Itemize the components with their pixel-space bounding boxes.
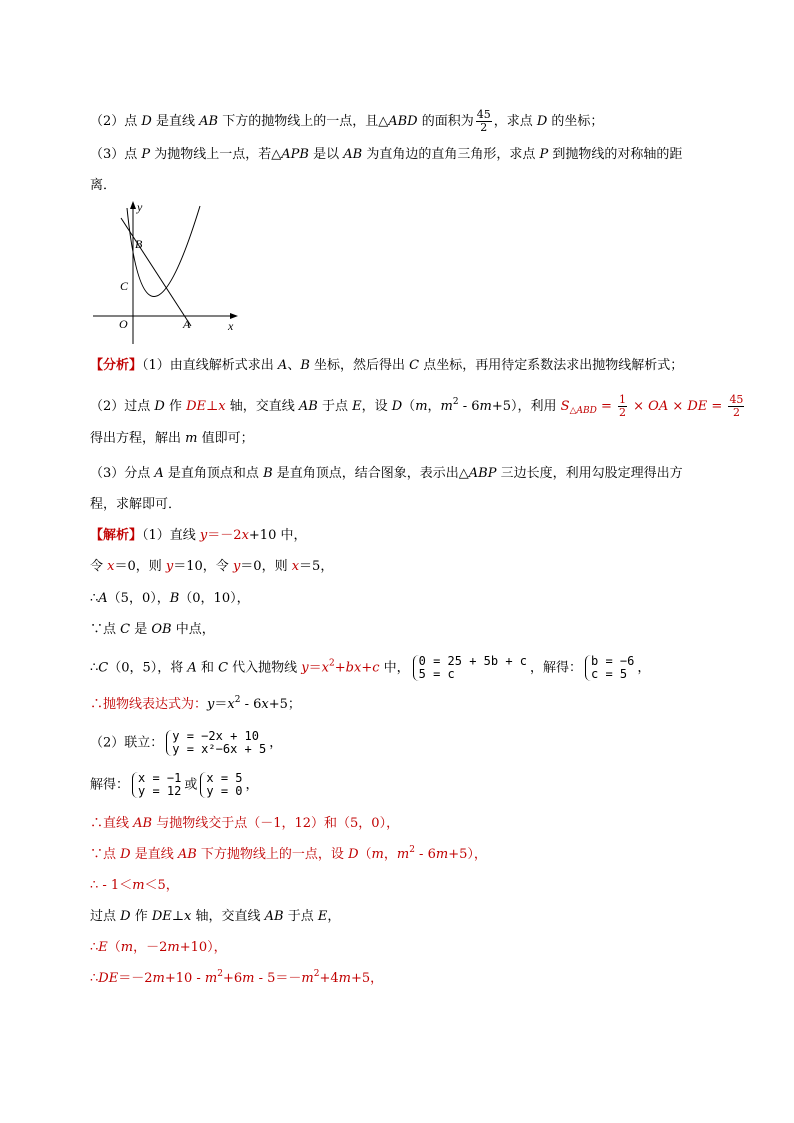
label-b: B bbox=[135, 237, 143, 251]
text-solution-s5m: bx bbox=[345, 660, 362, 676]
text-solution-s8sys3: x = 5 bbox=[206, 771, 243, 785]
text-solution-s10d: AB bbox=[177, 847, 197, 862]
solution-line-10 bbox=[90, 846, 487, 864]
text-solution-s5d: A bbox=[187, 660, 197, 676]
text-solution-s4d: OB bbox=[151, 622, 172, 637]
text-analysis-l4c: 是直角顶点和点 bbox=[163, 466, 264, 481]
text-solution-s9c: 与抛物线交于点（－1，12）和（5，0）， bbox=[152, 816, 400, 831]
text-analysis-l3c: 值即可； bbox=[197, 431, 254, 446]
text-analysis-l2w: = bbox=[596, 399, 616, 414]
text-solution-s5a: ∴ bbox=[90, 660, 99, 676]
text-solution-s2g: ＝0，则 bbox=[240, 559, 292, 574]
text-q2-t3: 的面积为 bbox=[417, 114, 474, 129]
solution-line-2 bbox=[90, 558, 333, 576]
text-analysis-l2o: ， bbox=[427, 399, 441, 414]
text-solution-s6e: 2 bbox=[234, 695, 241, 705]
solution-line-3 bbox=[90, 590, 250, 608]
text-solution-s7b: ， bbox=[269, 735, 283, 751]
text-q2-D: D bbox=[141, 114, 152, 129]
text-analysis-l2r: - 6 bbox=[458, 399, 480, 414]
text-q2-t4: ，求点 bbox=[493, 114, 537, 129]
text-analysis-l2f: x bbox=[218, 399, 226, 414]
text-solution-s14n: m bbox=[338, 971, 351, 986]
text-analysis-l2h: AB bbox=[298, 399, 318, 414]
text-solution-s6c: ＝ bbox=[214, 697, 228, 712]
text-q3-t1: 为抛物线上一点，若△ bbox=[150, 147, 282, 162]
text-analysis-l1a: （1）由直线解析式求出 bbox=[142, 358, 278, 373]
text-solution-s1a: （1）直线 bbox=[142, 528, 200, 543]
text-solution-s11b: m bbox=[132, 878, 145, 893]
equation-system-4 bbox=[132, 772, 181, 798]
text-solution-s12e: ⊥ bbox=[171, 909, 184, 924]
text-solution-s3d: B bbox=[169, 591, 180, 606]
text-analysis-l2x: 1 bbox=[619, 393, 626, 406]
text-analysis-l2c: 作 bbox=[164, 399, 187, 414]
text-q2-D2: D bbox=[536, 114, 548, 129]
text-solution-s8c: ， bbox=[245, 777, 259, 793]
solution-tag: 【解析】 bbox=[90, 528, 143, 543]
text-solution-s14g: 2 bbox=[217, 969, 223, 979]
text-solution-s12h: AB bbox=[264, 909, 284, 924]
text-solution-s6g: x bbox=[261, 697, 269, 712]
text-analysis-l2k: ，设 bbox=[361, 399, 392, 414]
text-solution-s12f: x bbox=[184, 909, 192, 924]
text-analysis-l1c: 、 bbox=[287, 358, 301, 373]
text-analysis-l2v: △ABD bbox=[569, 406, 597, 416]
text-solution-s7a: （2）联立： bbox=[90, 735, 164, 751]
text-analysis-l4f: ABP bbox=[468, 466, 497, 481]
text-q3-t4: 到抛物线的对称轴的距 bbox=[548, 147, 683, 162]
text-analysis-l1g: 点坐标，再用待定系数法求出抛物线解析式； bbox=[419, 358, 684, 373]
text-solution-s12k: ， bbox=[327, 909, 341, 924]
text-solution-s7sys1: y = −2x + 10 bbox=[172, 729, 259, 743]
text-analysis-l4e: 是直角顶点，结合图象，表示出△ bbox=[272, 466, 469, 481]
text-solution-s8sys4: y = 0 bbox=[206, 784, 243, 798]
text-solution-s5k: 2 bbox=[329, 658, 335, 669]
text-solution-s10m: m bbox=[435, 847, 449, 862]
label-x: x bbox=[228, 319, 234, 333]
text-solution-s14b: DE bbox=[98, 971, 119, 986]
equation-system-5 bbox=[200, 772, 242, 798]
equation-system-3 bbox=[166, 730, 266, 756]
text-q2-t2: 下方的抛物线上的一点，且△ bbox=[218, 114, 389, 129]
text-analysis-l2ab: 2 bbox=[732, 406, 740, 419]
text-solution-s3e: （0，10）， bbox=[179, 591, 250, 606]
equation-system-2 bbox=[585, 655, 634, 681]
solution-line-12 bbox=[90, 908, 340, 926]
text-analysis-l2s: m bbox=[479, 399, 492, 414]
text-solution-s13c: （ bbox=[107, 940, 121, 955]
solution-line-7 bbox=[90, 730, 282, 756]
text-analysis-l1d: B bbox=[300, 358, 310, 373]
text-solution-s5g: 代入抛物线 bbox=[228, 660, 302, 676]
text-solution-s5r: ， bbox=[637, 660, 651, 676]
text-solution-s5j: x bbox=[321, 660, 330, 676]
text-analysis-l2l: D bbox=[391, 399, 403, 414]
analysis-line-4 bbox=[90, 465, 683, 483]
text-analysis-l2aa: 45 bbox=[729, 393, 744, 406]
analysis-line-5 bbox=[90, 496, 181, 514]
text-q3-APB: APB bbox=[281, 147, 309, 162]
line-ab bbox=[121, 218, 191, 326]
solution-line-6 bbox=[90, 696, 301, 714]
fraction-45-2 bbox=[476, 109, 492, 134]
solution-line-11 bbox=[90, 877, 179, 895]
text-solution-s2c: ＝0，则 bbox=[114, 559, 166, 574]
text-solution-s4a: ∵点 bbox=[90, 622, 121, 637]
label-a: A bbox=[183, 317, 191, 331]
solution-line-1 bbox=[90, 527, 306, 545]
text-q3-t2: 是以 bbox=[309, 147, 344, 162]
text-analysis-l3b: m bbox=[185, 431, 198, 446]
text-solution-s10h: m bbox=[371, 847, 384, 862]
text-solution-s14l: 2 bbox=[313, 969, 320, 979]
text-analysis-l2m: （ bbox=[402, 399, 416, 414]
text-analysis-l5: 程，求解即可． bbox=[90, 497, 182, 512]
text-q3-pre: （3）点 bbox=[90, 147, 142, 162]
text-solution-s14m: +4 bbox=[319, 971, 339, 986]
text-analysis-l2u: S bbox=[560, 399, 570, 414]
text-solution-s13d: m bbox=[120, 940, 134, 955]
equation-system-1 bbox=[413, 655, 527, 681]
label-o: O bbox=[119, 317, 128, 331]
text-solution-s14j: - 5＝－ bbox=[254, 971, 302, 986]
text-solution-s1b: y bbox=[199, 528, 208, 543]
text-solution-s14k: m bbox=[301, 971, 314, 986]
text-analysis-l4g: 三边长度，利用勾股定理得出方 bbox=[496, 466, 683, 481]
text-solution-s5h: y bbox=[301, 660, 309, 676]
solution-line-5 bbox=[90, 655, 650, 681]
text-solution-s12c: 作 bbox=[130, 909, 152, 924]
text-q3-P2: P bbox=[539, 147, 549, 162]
question-2 bbox=[90, 109, 603, 134]
text-q2-pre: （2）点 bbox=[90, 114, 142, 129]
text-analysis-l2d: DE bbox=[186, 399, 207, 414]
text-solution-s6f: - 6 bbox=[240, 697, 262, 712]
text-solution-s8sys1: x = −1 bbox=[138, 771, 182, 785]
y-axis-arrow bbox=[130, 201, 136, 209]
text-solution-s5c: （0，5），将 bbox=[108, 660, 188, 676]
text-solution-s8sys2: y = 12 bbox=[138, 784, 182, 798]
text-solution-s8b: 或 bbox=[184, 777, 198, 793]
text-analysis-l2g: 轴，交直线 bbox=[225, 399, 299, 414]
question-3 bbox=[90, 146, 682, 164]
text-solution-s14e: +10 - bbox=[164, 971, 205, 986]
text-solution-s12i: 于点 bbox=[283, 909, 318, 924]
text-analysis-l2b: D bbox=[154, 399, 165, 414]
text-solution-s5i: ＝ bbox=[308, 660, 322, 676]
text-solution-s1d: x bbox=[241, 528, 249, 543]
text-analysis-l4b: A bbox=[154, 466, 164, 481]
solution-line-14 bbox=[90, 970, 383, 988]
text-solution-s5sys4: c = 5 bbox=[591, 667, 628, 681]
parabola-figure bbox=[90, 196, 240, 346]
label-y: y bbox=[137, 200, 143, 214]
text-solution-s2f: y bbox=[232, 559, 241, 574]
text-solution-s9a: ∴直线 bbox=[90, 816, 134, 831]
text-solution-s9b: AB bbox=[133, 816, 153, 831]
text-solution-s8a: 解得： bbox=[90, 777, 130, 793]
text-solution-s6a: ∴抛物线表达式为： bbox=[90, 697, 208, 712]
text-analysis-l4a: （3）分点 bbox=[90, 466, 155, 481]
text-q3-P: P bbox=[141, 147, 151, 162]
text-solution-s3b: A bbox=[98, 591, 108, 606]
text-solution-s4c: 是 bbox=[130, 622, 152, 637]
text-analysis-l4d: B bbox=[263, 466, 273, 481]
text-solution-s14i: m bbox=[242, 971, 255, 986]
text-solution-s5e: 和 bbox=[196, 660, 219, 676]
text-q3-t3: 为直角边的直角三角形，求点 bbox=[362, 147, 540, 162]
text-analysis-l2z: × OA × DE = bbox=[629, 399, 727, 414]
text-solution-s12d: DE bbox=[151, 909, 172, 924]
text-analysis-l2p: m bbox=[440, 399, 453, 414]
text-analysis-l2e: ⊥ bbox=[206, 399, 219, 414]
text-solution-s13b: E bbox=[98, 940, 108, 955]
text-solution-s11c: ＜5， bbox=[144, 878, 179, 893]
text-q2-frac_den: 2 bbox=[480, 121, 488, 134]
text-q3-AB: AB bbox=[343, 147, 363, 162]
text-solution-s3a: ∴ bbox=[90, 591, 99, 606]
text-solution-s1c: ＝－2 bbox=[207, 528, 242, 543]
analysis-line-2 bbox=[90, 394, 746, 419]
text-solution-s6b: y bbox=[207, 697, 215, 712]
text-solution-s5b: C bbox=[98, 660, 109, 676]
text-solution-s3c: （5，0）， bbox=[107, 591, 170, 606]
text-q2-ABD: ABD bbox=[388, 114, 418, 129]
text-solution-s10n: +5）， bbox=[448, 847, 487, 862]
text-solution-s10g: （ bbox=[358, 847, 372, 862]
text-analysis-l2q: 2 bbox=[452, 397, 459, 407]
text-analysis-l2a: （2）过点 bbox=[90, 399, 155, 414]
text-analysis-l3a: 得出方程，解出 bbox=[90, 431, 186, 446]
analysis-line-3 bbox=[90, 430, 254, 448]
text-analysis-l1f: C bbox=[409, 358, 420, 373]
question-3-cont bbox=[90, 177, 116, 195]
text-solution-s13e: ，－2 bbox=[133, 940, 168, 955]
solution-line-4 bbox=[90, 621, 215, 639]
text-solution-s2b: x bbox=[107, 559, 115, 574]
text-solution-s10e: 下方抛物线上的一点，设 bbox=[196, 847, 349, 862]
text-q2-frac_num: 45 bbox=[476, 108, 491, 121]
fraction-45-2-analysis bbox=[728, 394, 744, 419]
text-solution-s5l: + bbox=[334, 660, 346, 676]
text-solution-s7sys2: y = x²−6x + 5 bbox=[172, 742, 267, 756]
text-solution-s4e: 中点， bbox=[171, 622, 215, 637]
text-solution-s4b: C bbox=[120, 622, 131, 637]
solution-line-13 bbox=[90, 939, 227, 957]
text-solution-s14o: +5， bbox=[350, 971, 384, 986]
text-solution-s14h: +6 bbox=[222, 971, 243, 986]
text-solution-s10f: D bbox=[348, 847, 359, 862]
text-solution-s12a: 过点 bbox=[90, 909, 121, 924]
text-solution-s11a: ∴ - 1＜ bbox=[90, 878, 133, 893]
text-analysis-l2t: +5），利用 bbox=[491, 399, 561, 414]
text-solution-s6d: x bbox=[227, 697, 235, 712]
text-analysis-l1e: 坐标，然后得出 bbox=[309, 358, 410, 373]
solution-line-8 bbox=[90, 772, 259, 798]
text-solution-s5f: C bbox=[218, 660, 229, 676]
fraction-1-2 bbox=[618, 394, 627, 419]
text-solution-s10j: m bbox=[396, 847, 410, 862]
analysis-line-1 bbox=[90, 357, 683, 375]
text-q2-t1: 是直线 bbox=[151, 114, 200, 129]
text-solution-s10c: 是直线 bbox=[130, 847, 178, 862]
text-solution-s10b: D bbox=[120, 847, 131, 862]
text-solution-s10k: 2 bbox=[409, 845, 415, 855]
text-solution-s5sys2: 5 = c bbox=[418, 667, 455, 681]
text-solution-s5sys1: 0 = 25 + 5b + c bbox=[418, 654, 528, 668]
text-solution-s13g: +10）， bbox=[179, 940, 227, 955]
text-solution-s5p: 中， bbox=[379, 660, 410, 676]
text-analysis-l2y: 2 bbox=[619, 406, 626, 419]
text-solution-s13a: ∴ bbox=[90, 940, 99, 955]
text-solution-s5sys3: b = −6 bbox=[591, 654, 635, 668]
text-solution-s2h: x bbox=[291, 559, 300, 574]
text-analysis-l2n: m bbox=[415, 399, 428, 414]
text-solution-s10a: ∵点 bbox=[90, 847, 121, 862]
text-solution-s14c: ＝－2 bbox=[118, 971, 153, 986]
text-solution-s6h: +5； bbox=[268, 697, 301, 712]
text-solution-s10i: ， bbox=[383, 847, 397, 862]
text-solution-s12b: D bbox=[120, 909, 131, 924]
text-analysis-l2i: 于点 bbox=[317, 399, 353, 414]
text-solution-s5o: c bbox=[372, 660, 380, 676]
text-solution-s5q: ，解得： bbox=[530, 660, 583, 676]
text-solution-s14d: m bbox=[152, 971, 165, 986]
text-analysis-l1b: A bbox=[277, 358, 288, 373]
text-solution-s14a: ∴ bbox=[90, 971, 99, 986]
text-analysis-l2j: E bbox=[352, 399, 362, 414]
text-solution-s2e: ＝10，令 bbox=[173, 559, 233, 574]
text-q2-t5: 的坐标； bbox=[547, 114, 604, 129]
text-solution-s14f: m bbox=[204, 971, 218, 986]
text-solution-s10l: - 6 bbox=[414, 847, 436, 862]
text-solution-s1e: +10 中， bbox=[248, 528, 307, 543]
label-c: C bbox=[120, 279, 129, 293]
text-solution-s12g: 轴，交直线 bbox=[191, 909, 265, 924]
text-solution-s2d: y bbox=[165, 559, 174, 574]
text-solution-s2a: 令 bbox=[90, 559, 108, 574]
solution-line-9 bbox=[90, 815, 399, 833]
text-solution-s5n: + bbox=[361, 660, 373, 676]
text-solution-s2i: ＝5， bbox=[299, 559, 334, 574]
text-q2-AB: AB bbox=[199, 114, 219, 129]
text-q3-line2: 离． bbox=[90, 178, 117, 193]
text-solution-s13f: m bbox=[167, 940, 180, 955]
analysis-tag: 【分析】 bbox=[90, 358, 143, 373]
text-solution-s12j: E bbox=[317, 909, 328, 924]
